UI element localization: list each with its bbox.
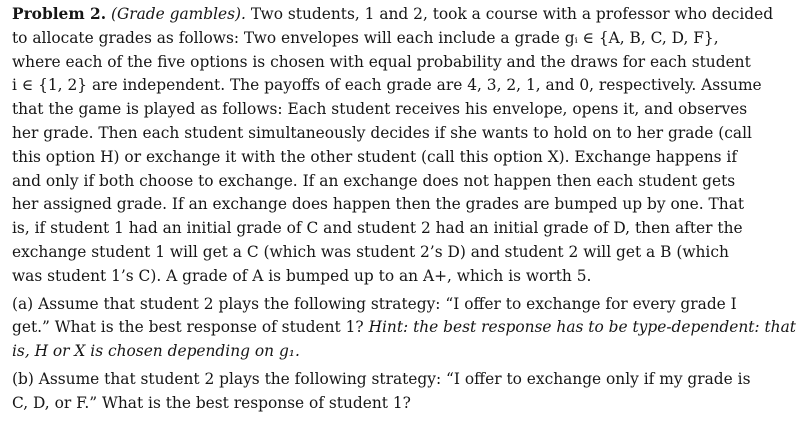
problem-text-line: and only if both choose to exchange. If an exchange does not happen then each student gets xyxy=(12,171,736,190)
part-a-line-1: (a) Assume that student 2 plays the following strategy: “I offer to exchange for every grade I xyxy=(12,294,737,313)
problem-subtitle: (Grade gambles). xyxy=(110,5,246,23)
problem-text-line: this option H) or exchange it with the other student (call this option X). Exchange happens if xyxy=(12,147,738,166)
part-b-line-1: (b) Assume that student 2 plays the following strategy: “I offer to exchange only if my grade is xyxy=(12,369,751,388)
problem-text-line: her grade. Then each student simultaneously decides if she wants to hold on to her grade (call xyxy=(12,123,752,142)
problem-text-line: was student 1’s C). A grade of A is bumped up to an A+, which is worth 5. xyxy=(12,266,592,285)
problem-line-1 xyxy=(12,3,774,27)
problem-text-line: to allocate grades as follows: Two envelopes will each include a grade gᵢ ∈ {A, B, C, D, F}, xyxy=(12,28,719,47)
part-a-line-3: is, H or X is chosen depending on g₁. xyxy=(12,342,300,361)
part-a-line-2 xyxy=(12,316,796,340)
part-a-question: get.” What is the best response of student 1? xyxy=(12,318,369,337)
problem-text-line: her assigned grade. If an exchange does happen then the grades are bumped up by one. That xyxy=(12,195,745,214)
problem-text-line: i ∈ {1, 2} are independent. The payoffs of each grade are 4, 3, 2, 1, and 0, respectively. Assume xyxy=(12,76,762,95)
problem-document xyxy=(12,3,796,416)
problem-text-line: is, if student 1 had an initial grade of C and student 2 had an initial grade of D, then after the xyxy=(12,219,743,238)
part-a-hint: Hint: the best response has to be type-dependent: that xyxy=(368,318,796,337)
problem-text-line: that the game is played as follows: Each student receives his envelope, opens it, and observes xyxy=(12,100,748,119)
problem-text-line: exchange student 1 will get a C (which was student 2’s D) and student 2 will get a B (which xyxy=(12,242,729,261)
problem-text-line: Two students, 1 and 2, took a course with a professor who decided xyxy=(245,5,774,23)
problem-title: Problem 2. xyxy=(12,5,107,23)
problem-text-line: where each of the five options is chosen with equal probability and the draws for each student xyxy=(12,52,751,71)
part-b-line-2: C, D, or F.” What is the best response of student 1? xyxy=(12,393,411,412)
